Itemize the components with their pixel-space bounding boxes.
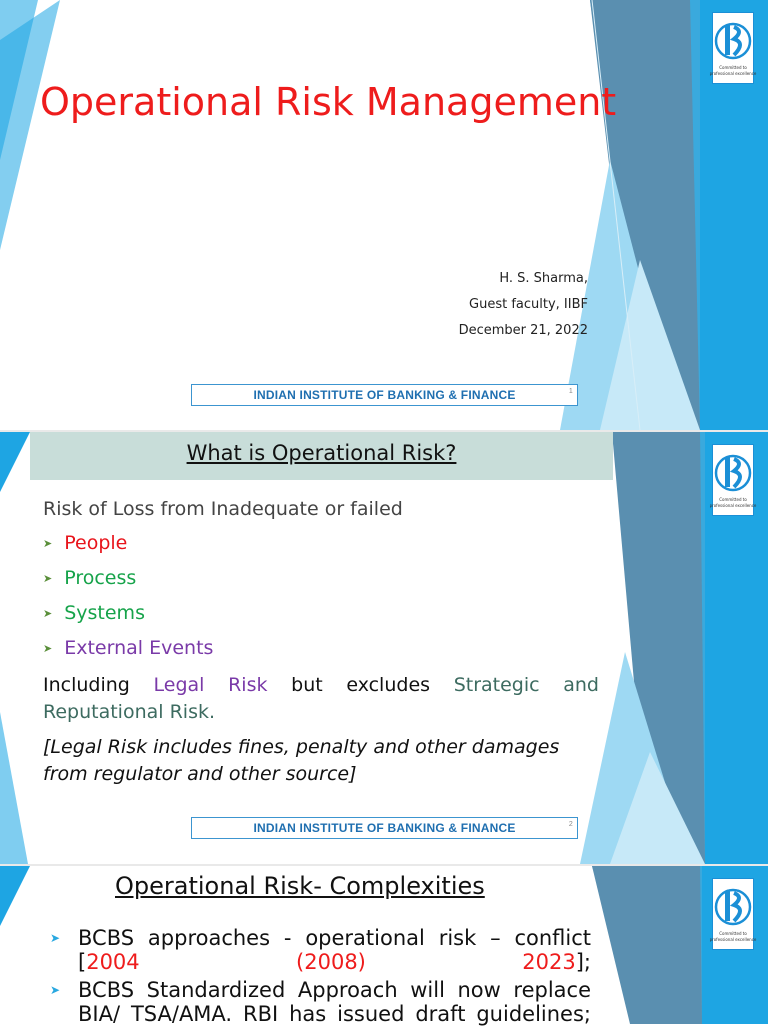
bullet-text: People	[64, 532, 128, 554]
slide-title: Operational Risk Management	[40, 80, 617, 124]
scope-paragraph	[43, 672, 599, 726]
arrow-bullet-icon: ➤	[43, 642, 53, 655]
presentation-date: December 21, 2022	[458, 323, 588, 338]
author-role: Guest faculty, IIBF	[469, 297, 588, 312]
footer-text: INDIAN INSTITUTE OF BANKING & FINANCE	[253, 388, 516, 402]
legal-risk-note: [Legal Risk includes fines, penalty and other damages from regulator and other source]	[43, 736, 560, 785]
slide-3	[0, 866, 768, 1024]
para-strategic-reputational: Strategic and Reputational Risk.	[43, 674, 599, 723]
iibf-logo	[709, 12, 757, 84]
arrow-bullet-icon: ➤	[50, 983, 61, 997]
b1-years: 2004 (2008) 2023	[86, 950, 576, 974]
author-block	[459, 266, 588, 344]
arrow-bullet-icon: ➤	[43, 537, 53, 550]
definition-intro: Risk of Loss from Inadequate or failed	[43, 498, 403, 520]
arrow-bullet-icon: ➤	[43, 572, 53, 585]
footer-text: INDIAN INSTITUTE OF BANKING & FINANCE	[253, 821, 516, 835]
bullet-external-events	[43, 637, 213, 659]
slide-2	[0, 432, 768, 864]
arrow-bullet-icon: ➤	[43, 607, 53, 620]
svg-text:professional excellence: professional excellence	[709, 503, 757, 508]
slide-footer	[191, 817, 578, 839]
svg-text:professional excellence: professional excellence	[709, 937, 757, 942]
bullet-systems	[43, 602, 145, 624]
para-including: Including	[43, 674, 130, 696]
slide-title: What is Operational Risk?	[186, 441, 457, 465]
svg-text:Committed to: Committed to	[719, 931, 747, 936]
bullet-text: External Events	[64, 637, 214, 659]
bullet-text: Process	[64, 567, 137, 589]
svg-text:Committed to: Committed to	[719, 65, 747, 70]
bullet-text	[78, 926, 591, 974]
bullet-standardized-approach	[50, 978, 591, 1026]
slide-1-decoration	[0, 0, 768, 430]
page-number: 2	[568, 821, 573, 828]
slide-title-band	[30, 432, 613, 480]
slide-footer	[191, 384, 578, 406]
slide-1	[0, 0, 768, 430]
svg-text:Committed to: Committed to	[719, 497, 747, 502]
para-legal-risk: Legal Risk	[153, 674, 268, 696]
author-name: H. S. Sharma,	[499, 271, 588, 286]
page-number: 1	[568, 388, 573, 395]
slide-title-text: Operational Risk- Complexities	[115, 872, 485, 900]
para-excludes: but excludes	[291, 674, 431, 696]
iibf-logo	[709, 878, 757, 950]
slide-title	[115, 872, 485, 900]
b1-pre: BCBS approaches - operational risk – conflict [	[78, 926, 591, 974]
iibf-logo	[709, 444, 757, 516]
bullet-process	[43, 567, 136, 589]
b2-line2: BIA/ TSA/AMA. RBI has issued draft guidelines;	[78, 1002, 591, 1026]
bullet-bcbs-approaches	[50, 926, 591, 974]
svg-text:professional excellence: professional excellence	[709, 71, 757, 76]
b1-post: ];	[575, 950, 591, 974]
b2-line1: BCBS Standardized Approach will now replace	[78, 978, 591, 1002]
bullet-text	[78, 978, 591, 1026]
bullet-people	[43, 532, 127, 554]
arrow-bullet-icon: ➤	[50, 931, 61, 945]
bullet-text: Systems	[64, 602, 145, 624]
